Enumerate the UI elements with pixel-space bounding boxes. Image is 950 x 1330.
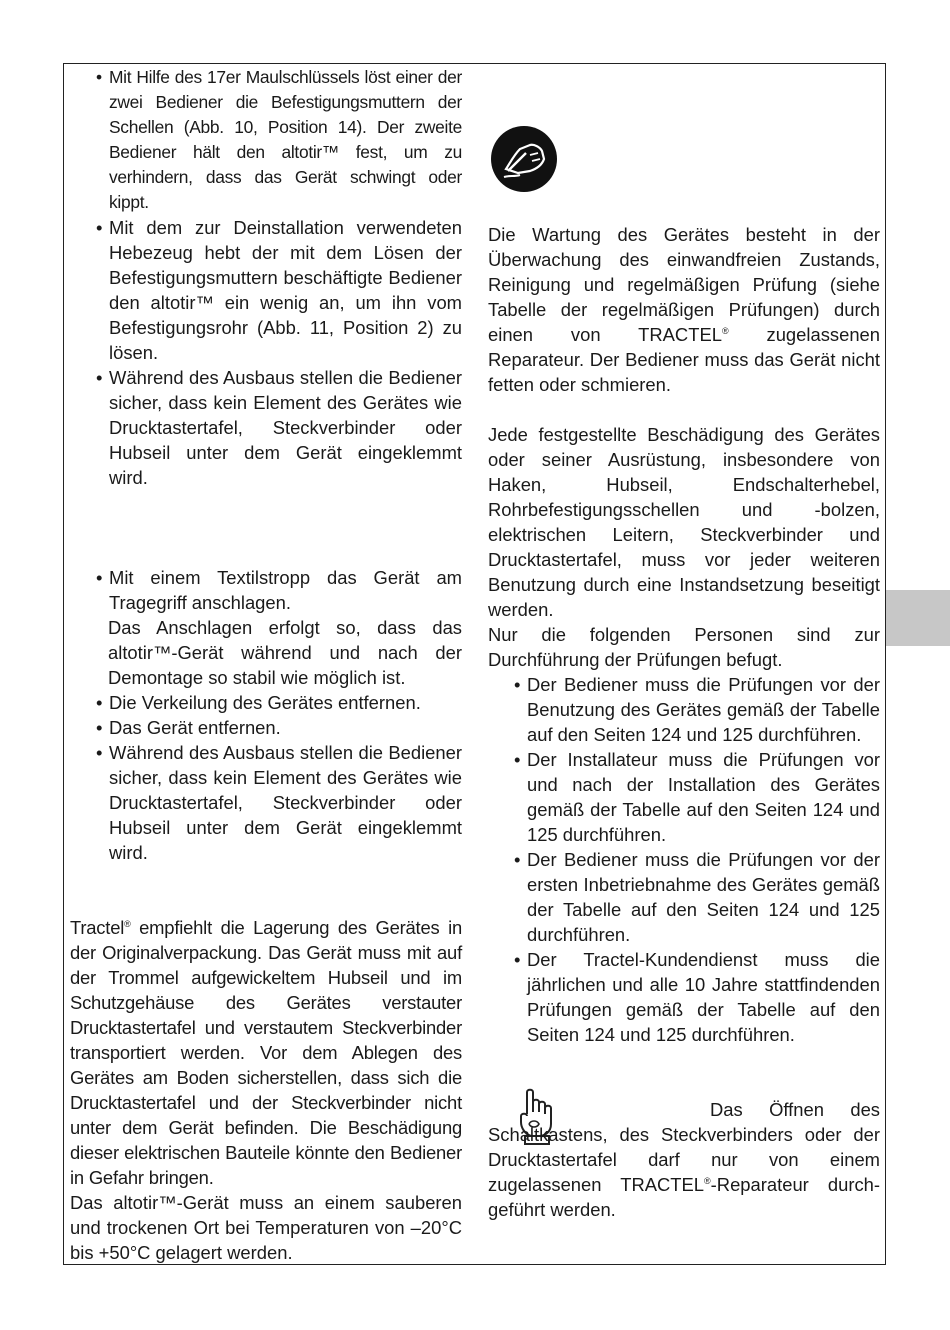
list-item: • Während des Ausbaus stellen die Bediener sicher, dass kein Element des Gerätes wie Drucktastertafel, Steckverbinder oder Hubseil unter dem Gerät eingeklemmt wird. <box>96 742 462 863</box>
note-writing-hand-icon <box>490 125 558 193</box>
maintenance-paragraph: Die Wartung des Gerätes besteht in der Überwachung des einwandfreien Zustands, Reinigung und regelmäßigen Prüfung (siehe Tabelle der regelmäßigen Prüfungen) durch einen von TRACTEL® zugelassenen Reparateur. Der Bediener muss das Gerät nicht fetten oder schmieren. <box>488 224 881 395</box>
list-item: • Das Gerät entfernen. <box>96 717 281 738</box>
maintenance-paragraph: Nur die folgenden Personen sind zur Durchführung der Prüfungen befugt. <box>488 624 880 670</box>
list-item: • Der Installateur muss die Prüfungen vor und nach der Installation des Gerätes gemäß der Tabelle auf den Seiten 124 und 125 durchführen. <box>514 749 880 845</box>
list-item: • Die Verkeilung des Gerätes entfernen. <box>96 692 421 713</box>
list-item: • Mit einem Textilstropp das Gerät am Tragegriff anschlagen. <box>96 567 462 613</box>
list-item: • Der Bediener muss die Prüfungen vor der Benutzung des Gerätes gemäß der Tabelle auf den Seiten 124 und 125 durchführen. <box>514 674 880 745</box>
storage-paragraph: Tractel® empfiehlt die Lagerung des Gerätes in der Originalverpackung. Das Gerät muss mit auf der Trommel aufgewickeltem Hubseil und im Schutzgehäuse des Gerätes verstauter Drucktastertafel und verstautem Steckverbinder transportiert werden. Vor dem Ablegen des Gerätes am Boden sicherstellen, dass sich die Drucktastertafel und der Steckverbinder nicht unter dem Gerät befinden. Die Beschädigung dieser elektrischen Bauteile könnte den Bediener in Gefahr bringen. <box>70 917 462 1188</box>
list-item-continuation: Das Anschlagen erfolgt so, dass das altotir™-Gerät während und nach der Demontage so stabil wie möglich ist. <box>108 617 462 688</box>
storage-paragraph: Das altotir™-Gerät muss an einem sauberen und trockenen Ort bei Temperaturen von –20°C bis +50°C gelagert werden. <box>70 1192 462 1263</box>
list-item: • Mit Hilfe des 17er Maulschlüssels löst einer der zwei Bediener die Befestigungsmuttern der Schellen (Abb. 10, Position 14). Der zweite Bediener hält den altotir™ fest, um zu verhindern, dass das Gerät schwingt oder kippt. <box>96 67 462 212</box>
left-column <box>70 65 462 1265</box>
list-item: • Mit dem zur Deinstallation verwendeten Hebezeug hebt der mit dem Lösen der Befestigungsmuttern beschäftigte Bediener den altotir™ ein wenig an, um ihn vom Befestigungsrohr (Abb. 11, Position 2) zu lösen. <box>96 217 462 363</box>
maintenance-paragraph: Jede festgestellte Beschädigung des Gerätes oder seiner Ausrüstung, insbesondere von Haken, Hubseil, Endschalterhebel, Rohrbefestigungsschellen und -bolzen, elektrischen Leitern, Steckverbinder und Drucktastertafel, muss vor jeder weiteren Benutzung durch eine Instandsetzung beseitigt werden. <box>488 424 880 620</box>
list-item: • Während des Ausbaus stellen die Bediener sicher, dass kein Element des Gerätes wie Drucktastertafel, Steckverbinder oder Hubseil unter dem Gerät eingeklemmt wird. <box>96 367 462 488</box>
chapter-tab <box>886 590 950 646</box>
warning-paragraph: Das Öffnen des Schaltkastens, des Steckverbinders oder der Drucktastertafel darf nur von einem zugelassenen TRACTEL®-Reparateur durchgeführt werden. <box>488 1099 880 1220</box>
list-item: • Der Bediener muss die Prüfungen vor der ersten Inbetriebnahme des Gerätes gemäß der Tabelle auf den Seiten 124 und 125 durchführen. <box>514 849 880 945</box>
list-item: • Der Tractel-Kundendienst muss die jährlichen und alle 10 Jahre stattfindenden Prüfungen gemäß der Tabelle auf den Seiten 124 und 125 durchführen. <box>514 949 880 1045</box>
right-column <box>488 222 880 1222</box>
